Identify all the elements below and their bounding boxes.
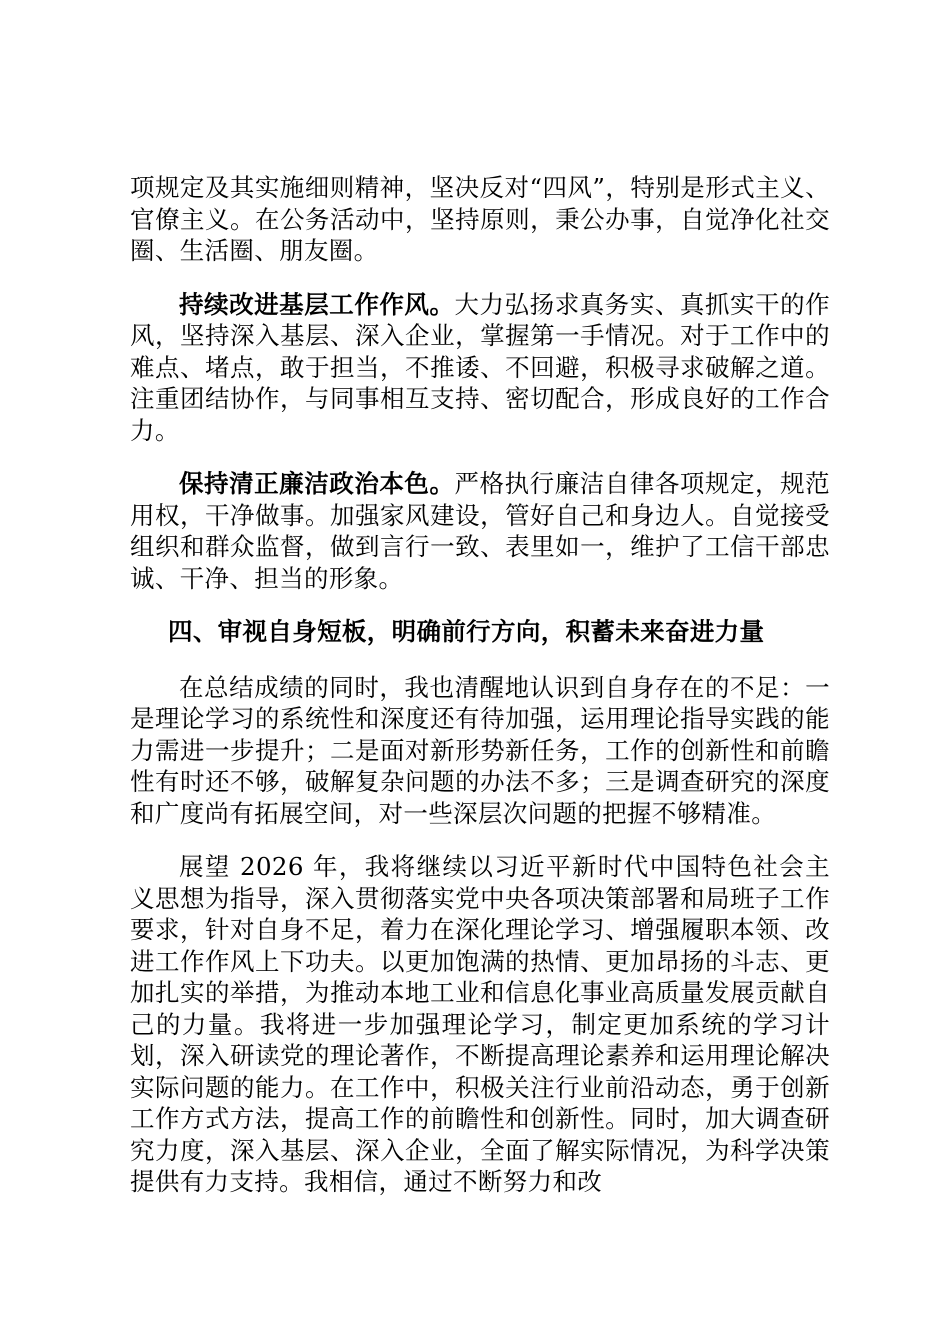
paragraph-grassroots-work-style	[130, 289, 830, 447]
paragraph-lead-heading: 保持清正廉洁政治本色。	[179, 469, 455, 498]
document-page	[130, 172, 830, 1220]
paragraph-outlook-2026	[130, 851, 830, 1198]
paragraph-text: 展望 2026 年，我将继续以习近平新时代中国特色社会主义思想为指导，深入贯彻落实党中央各项决策部署和局班子工作要求，针对自身不足，着力在深化理论学习、增强履职本领、改进工作作风上下功夫。以更加饱满的热情、更加昂扬的斗志、更加扎实的举措，为推动本地工业和信息化事业高质量发展贡献自己的力量。我将进一步加强理论学习，制定更加系统的学习计划，深入研读党的理论著作，不断提高理论素养和运用理论解决实际问题的能力。在工作中，积极关注行业前沿动态，勇于创新工作方式方法，提高工作的前瞻性和创新性。同时，加大调查研究力度，深入基层、深入企业，全面了解实际情况，为科学决策提供有力支持。我相信，通过不断努力和改	[130, 852, 830, 1196]
paragraph-shortcomings	[130, 672, 830, 830]
paragraph-lead-heading: 持续改进基层工作作风。	[179, 289, 455, 319]
paragraph-text: 项规定及其实施细则精神，坚决反对“四风”，特别是形式主义、官僚主义。在公务活动中，坚持原则，秉公办事，自觉净化社交圈、生活圈、朋友圈。	[130, 173, 830, 265]
paragraph-integrity-rules	[130, 172, 830, 267]
paragraph-text: 大力弘扬求真务实、真抓实干的作风，坚持深入基层、深入企业，掌握第一手情况。对于工作中的难点、堵点，敢于担当，不推诿、不回避，积极寻求破解之道。注重团结协作，与同事相互支持、密切配合，形成良好的工作合力。	[130, 289, 831, 445]
paragraph-clean-governance	[130, 468, 830, 594]
paragraph-text: 在总结成绩的同时，我也清醒地认识到自身存在的不足：一是理论学习的系统性和深度还有待加强，运用理论指导实践的能力需进一步提升；二是面对新形势新任务，工作的创新性和前瞻性有时还不够，破解复杂问题的办法不多；三是调查研究的深度和广度尚有拓展空间，对一些深层次问题的把握不够精准。	[130, 672, 830, 828]
section-heading: 四、审视自身短板，明确前行方向，积蓄未来奋进力量	[167, 617, 765, 646]
paragraph-text: 严格执行廉洁自律各项规定，规范用权，干净做事。加强家风建设，管好自己和身边人。自觉接受组织和群众监督，做到言行一致、表里如一，维护了工信干部忠诚、干净、担当的形象。	[130, 469, 831, 593]
